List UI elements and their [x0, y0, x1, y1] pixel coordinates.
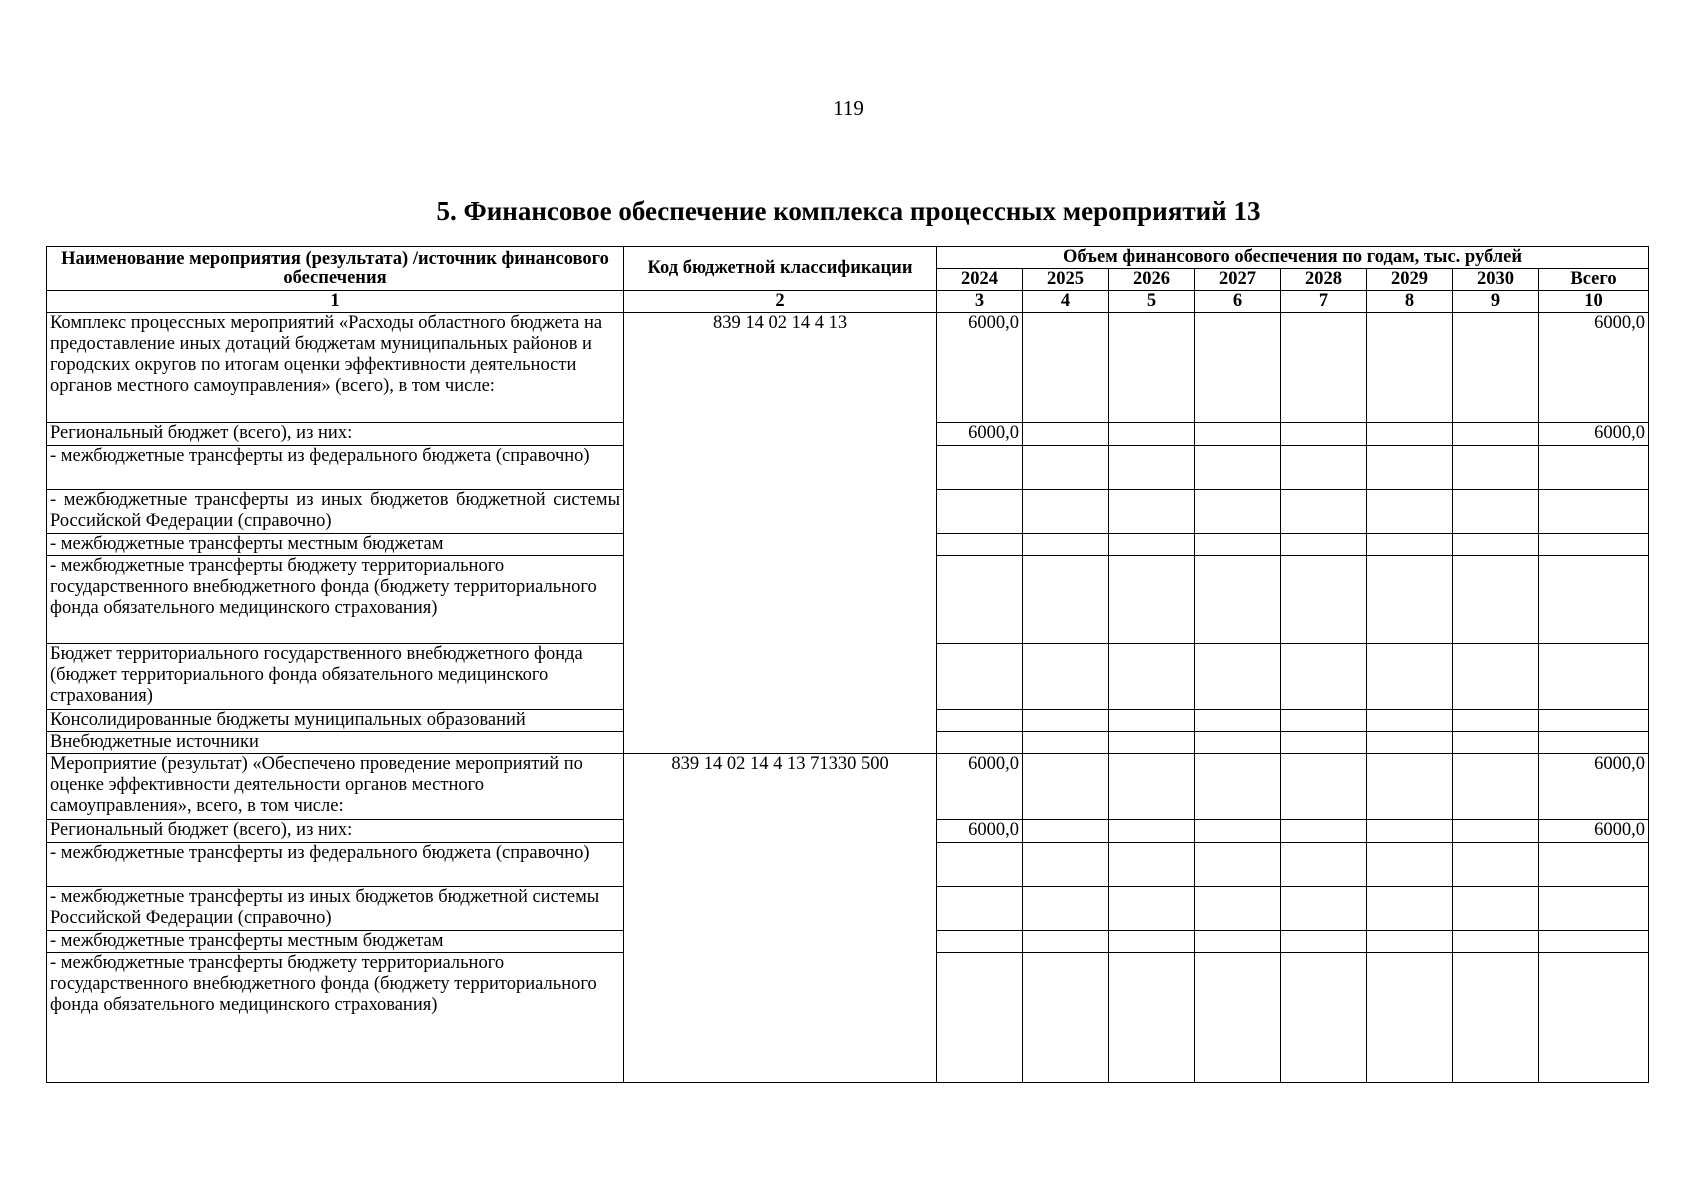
- value-total: 6000,0: [1539, 754, 1649, 820]
- header-volume: Объем финансового обеспечения по годам, тыс. рублей: [937, 247, 1649, 269]
- header-year: 2030: [1453, 269, 1539, 291]
- row-name: - межбюджетные трансферты бюджету территориального государственного внебюджетного фонда (бюджету территориального фонда обязательного медицинского страхования): [47, 556, 624, 644]
- column-number: 7: [1281, 291, 1367, 313]
- column-number: 10: [1539, 291, 1649, 313]
- value-2024: 6000,0: [937, 313, 1023, 423]
- table-row: [47, 313, 1649, 423]
- header-year: 2029: [1367, 269, 1453, 291]
- column-number: 3: [937, 291, 1023, 313]
- column-number-row: [47, 291, 1649, 313]
- row-name: Консолидированные бюджеты муниципальных образований: [47, 710, 624, 732]
- row-name: - межбюджетные трансферты бюджету территориального государственного внебюджетного фонда (бюджету территориального фонда обязательного медицинского страхования): [47, 953, 624, 1083]
- budget-code: 839 14 02 14 4 13: [624, 313, 937, 754]
- row-name: - межбюджетные трансферты из иных бюджетов бюджетной системы Российской Федерации (справочно): [47, 490, 624, 534]
- financing-table: [46, 246, 1649, 1083]
- column-number: 2: [624, 291, 937, 313]
- header-year: 2025: [1023, 269, 1109, 291]
- value-2024: 6000,0: [937, 820, 1023, 843]
- row-name: - межбюджетные трансферты из федерального бюджета (справочно): [47, 446, 624, 490]
- value-total: 6000,0: [1539, 423, 1649, 446]
- section-title: 5. Финансовое обеспечение комплекса процессных мероприятий 13: [436, 196, 1261, 226]
- table-row: [47, 754, 1649, 820]
- row-name: - межбюджетные трансферты из федерального бюджета (справочно): [47, 843, 624, 887]
- header-year: 2026: [1109, 269, 1195, 291]
- column-number: 1: [47, 291, 624, 313]
- row-name: Региональный бюджет (всего), из них:: [47, 820, 624, 843]
- header-total: Всего: [1539, 269, 1649, 291]
- column-number: 6: [1195, 291, 1281, 313]
- column-number: 8: [1367, 291, 1453, 313]
- budget-code: 839 14 02 14 4 13 71330 500: [624, 754, 937, 1083]
- column-number: 5: [1109, 291, 1195, 313]
- value-total: 6000,0: [1539, 820, 1649, 843]
- value-2024: 6000,0: [937, 423, 1023, 446]
- header-year: 2024: [937, 269, 1023, 291]
- row-name: Комплекс процессных мероприятий «Расходы областного бюджета на предоставление иных дотаций бюджетам муниципальных районов и городских округов по итогам оценки эффективности деятельности органов местного самоуправления» (всего), в том числе:: [47, 313, 624, 423]
- header-year: 2028: [1281, 269, 1367, 291]
- column-number: 4: [1023, 291, 1109, 313]
- value-total: 6000,0: [1539, 313, 1649, 423]
- page-number: 119: [833, 96, 864, 120]
- header-code: Код бюджетной классификации: [624, 247, 937, 291]
- row-name: - межбюджетные трансферты из иных бюджетов бюджетной системы Российской Федерации (справочно): [47, 887, 624, 931]
- row-name: Мероприятие (результат) «Обеспечено проведение мероприятий по оценке эффективности деятельности органов местного самоуправления», всего, в том числе:: [47, 754, 624, 820]
- row-name: Региональный бюджет (всего), из них:: [47, 423, 624, 446]
- row-name: Внебюджетные источники: [47, 732, 624, 754]
- value-2024: 6000,0: [937, 754, 1023, 820]
- row-name: - межбюджетные трансферты местным бюджетам: [47, 931, 624, 953]
- column-number: 9: [1453, 291, 1539, 313]
- row-name: - межбюджетные трансферты местным бюджетам: [47, 534, 624, 556]
- row-name: Бюджет территориального государственного внебюджетного фонда (бюджет территориального фонда обязательного медицинского страхования): [47, 644, 624, 710]
- header-name: Наименование мероприятия (результата) /источник финансового обеспечения: [47, 247, 624, 291]
- header-year: 2027: [1195, 269, 1281, 291]
